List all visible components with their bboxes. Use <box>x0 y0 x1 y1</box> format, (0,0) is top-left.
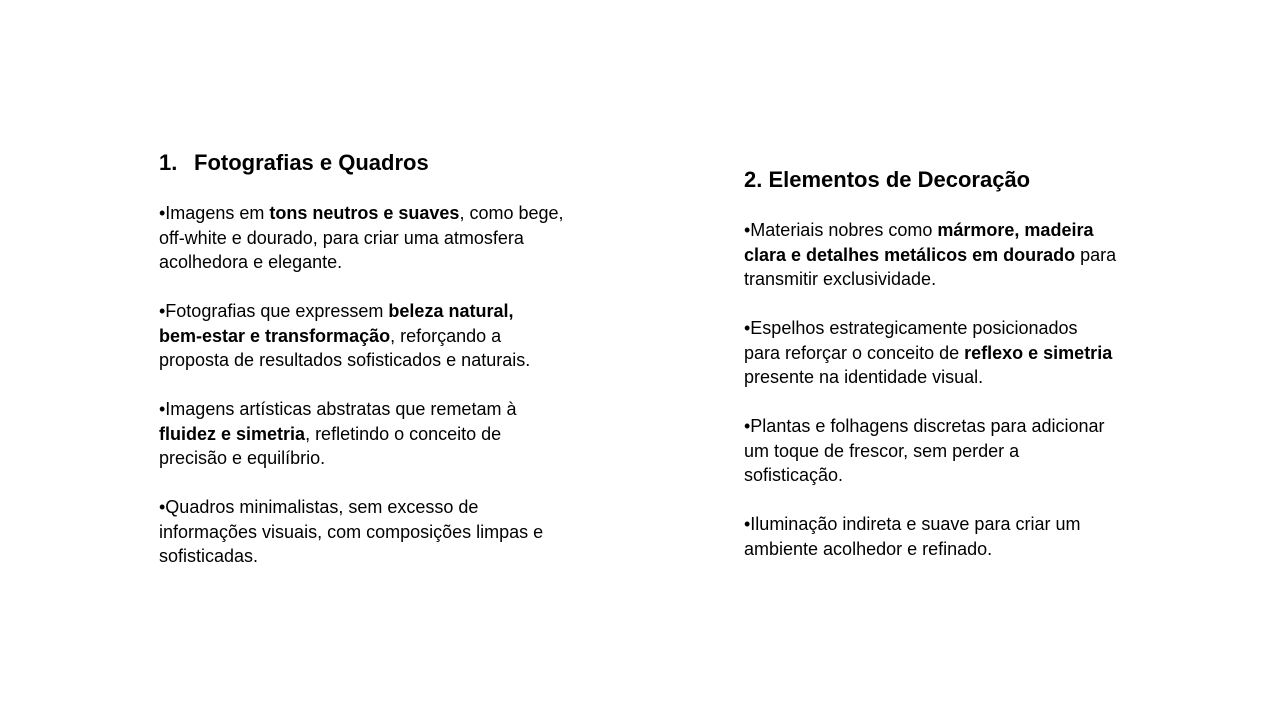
text-run: ambiente acolhedor e refinado. <box>744 538 993 559</box>
text-line <box>159 520 579 545</box>
text-run: informações visuais, com composições limpas e <box>159 521 544 542</box>
left-column <box>159 150 579 593</box>
bullet-paragraph <box>744 512 1144 561</box>
text-run: sofisticadas. <box>159 546 259 566</box>
text-line <box>744 439 1144 464</box>
text-run: •Plantas e folhagens discretas para adicionar <box>744 416 1105 436</box>
text-run: sofisticação. <box>744 465 844 485</box>
text-run: um toque de frescor, sem perder a <box>744 440 1020 461</box>
text-run: •Quadros minimalistas, sem excesso de <box>159 497 479 517</box>
text-line <box>744 537 1144 562</box>
bullet-paragraph <box>744 218 1144 292</box>
text-line <box>159 324 579 349</box>
text-run: proposta de resultados sofisticados e naturais. <box>159 350 531 370</box>
heading-number: 1. <box>159 150 178 175</box>
text-line <box>159 201 579 226</box>
text-line <box>159 226 579 251</box>
text-line <box>159 495 579 520</box>
text-run: , refletindo o conceito de <box>305 423 502 444</box>
text-run: off-white e dourado, para criar uma atmosfera <box>159 227 524 248</box>
text-run: •Iluminação indireta e suave para criar um <box>744 514 1081 534</box>
text-run: para reforçar o conceito de <box>744 342 965 363</box>
bullet-paragraph <box>159 495 579 569</box>
text-run: , como bege, <box>459 203 564 223</box>
bullet-paragraph <box>159 201 579 275</box>
text-run: acolhedora e elegante. <box>159 252 343 272</box>
text-run: •Imagens artísticas abstratas que remetam à <box>159 399 517 419</box>
text-line <box>744 316 1144 341</box>
text-line <box>744 267 1144 292</box>
text-run: presente na identidade visual. <box>744 367 984 387</box>
text-run: •Espelhos estrategicamente posicionados <box>744 318 1078 338</box>
text-run: precisão e equilíbrio. <box>159 448 326 468</box>
bullet-paragraph <box>744 316 1144 390</box>
text-run: para <box>1075 244 1117 265</box>
heading-text: Fotografias e Quadros <box>194 150 429 175</box>
text-line <box>744 243 1144 268</box>
paragraph-list <box>159 201 579 569</box>
bold-text: fluidez e simetria <box>159 423 306 444</box>
text-line <box>159 446 579 471</box>
bold-text: mármore, madeira <box>937 220 1094 240</box>
text-line <box>744 414 1144 439</box>
bold-text: clara e detalhes metálicos em dourado <box>744 244 1076 265</box>
text-line <box>744 218 1144 243</box>
bold-text: tons neutros e suaves <box>269 203 460 223</box>
text-run: transmitir exclusividade. <box>744 269 937 289</box>
text-line <box>159 544 579 569</box>
text-line <box>159 397 579 422</box>
bold-text: beleza natural, <box>388 301 514 321</box>
text-line <box>159 348 579 373</box>
section-heading-decoracao: 2. Elementos de Decoração <box>744 167 1031 192</box>
bullet-paragraph <box>159 397 579 471</box>
text-line <box>159 250 579 275</box>
bullet-paragraph <box>744 414 1144 488</box>
right-column <box>744 167 1144 586</box>
bold-text: bem-estar e transformação <box>159 325 391 346</box>
text-line <box>744 463 1144 488</box>
text-line <box>744 512 1144 537</box>
text-run: , reforçando a <box>390 325 502 346</box>
text-line <box>159 422 579 447</box>
text-run: •Imagens em <box>159 203 270 223</box>
text-run: •Fotografias que expressem <box>159 301 389 321</box>
bullet-paragraph <box>159 299 579 373</box>
text-line <box>744 341 1144 366</box>
section-heading-fotografias <box>159 150 579 176</box>
text-run: •Materiais nobres como <box>744 220 938 240</box>
text-line <box>744 365 1144 390</box>
bold-text: reflexo e simetria <box>964 342 1113 363</box>
text-line <box>159 299 579 324</box>
paragraph-list <box>744 218 1144 561</box>
